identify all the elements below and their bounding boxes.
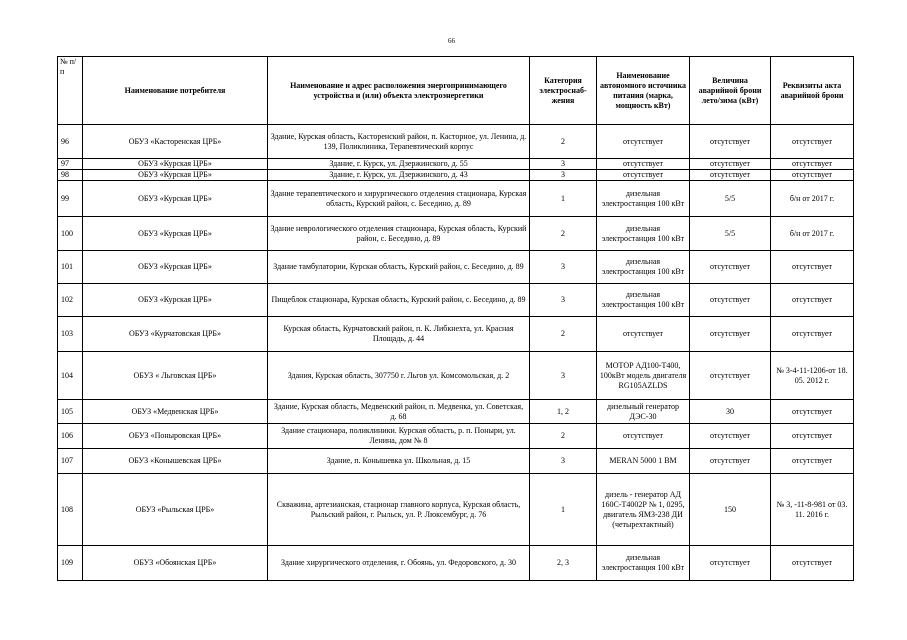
power-source-cell: дизельная электростанция 100 кВт: [597, 181, 690, 217]
consumer-cell: ОБУЗ «Медвенская ЦРБ»: [83, 400, 268, 424]
category-cell: 1, 2: [530, 400, 597, 424]
reserve-cell: 30: [690, 400, 771, 424]
table-row: [58, 424, 854, 449]
reserve-cell: отсутствует: [690, 424, 771, 449]
act-cell: отсутствует: [771, 317, 854, 352]
category-cell: 2: [530, 424, 597, 449]
table-row: [58, 352, 854, 400]
consumer-cell: ОБУЗ «Поныровская ЦРБ»: [83, 424, 268, 449]
row-number: 98: [58, 170, 83, 181]
act-cell: отсутствует: [771, 125, 854, 159]
header-number: № п/п: [58, 57, 83, 125]
address-cell: Здание, Курская область, Касторенский район, п. Касторное, ул. Ленина, д. 139, Поликлиника, Терапевтический корпус: [268, 125, 530, 159]
power-source-cell: отсутствует: [597, 125, 690, 159]
address-cell: Здания, Курская область, 307750 г. Льгов ул. Комсомольская, д. 2: [268, 352, 530, 400]
reserve-cell: 5/5: [690, 217, 771, 251]
row-number: 109: [58, 546, 83, 581]
act-cell: б/н от 2017 г.: [771, 217, 854, 251]
category-cell: 1: [530, 474, 597, 546]
reserve-cell: 150: [690, 474, 771, 546]
category-cell: 2: [530, 125, 597, 159]
table-row: [58, 400, 854, 424]
power-source-cell: дизельная электростанция 100 кВт: [597, 217, 690, 251]
consumer-cell: ОБУЗ «Курская ЦРБ»: [83, 251, 268, 284]
row-number: 97: [58, 159, 83, 170]
power-source-cell: отсутствует: [597, 424, 690, 449]
reserve-cell: отсутствует: [690, 125, 771, 159]
reserve-cell: отсутствует: [690, 251, 771, 284]
table-row: [58, 125, 854, 159]
act-cell: отсутствует: [771, 284, 854, 317]
consumer-cell: ОБУЗ «Курская ЦРБ»: [83, 181, 268, 217]
reserve-cell: отсутствует: [690, 317, 771, 352]
header-category: Категория электроснаб-жения: [530, 57, 597, 125]
consumer-cell: ОБУЗ «Курчатовская ЦРБ»: [83, 317, 268, 352]
consumer-cell: ОБУЗ «Конышевская ЦРБ»: [83, 449, 268, 474]
address-cell: Здание хирургического отделения, г. Обоянь, ул. Федоровского, д. 30: [268, 546, 530, 581]
address-cell: Здание стационара, поликлиники. Курская область, р. п. Поныри, ул. Ленина, дом № 8: [268, 424, 530, 449]
address-cell: Здание тамбулатории, Курская область, Курский район, с. Беседино, д. 89: [268, 251, 530, 284]
power-source-cell: MERAN 5000 1 ВМ: [597, 449, 690, 474]
act-cell: отсутствует: [771, 170, 854, 181]
category-cell: 2: [530, 317, 597, 352]
consumer-cell: ОБУЗ «Курская ЦРБ»: [83, 159, 268, 170]
power-source-cell: отсутствует: [597, 159, 690, 170]
header-power-source: Наименование автономного источника питания (марка, мощность кВт): [597, 57, 690, 125]
reserve-cell: отсутствует: [690, 284, 771, 317]
address-cell: Курская область, Курчатовский район, п. К. Либкнехта, ул. Красная Площадь, д. 44: [268, 317, 530, 352]
table-row: [58, 474, 854, 546]
category-cell: 3: [530, 251, 597, 284]
consumer-cell: ОБУЗ «Рыльская ЦРБ»: [83, 474, 268, 546]
row-number: 102: [58, 284, 83, 317]
table-row: [58, 217, 854, 251]
category-cell: 2, 3: [530, 546, 597, 581]
header-address: Наименование и адрес расположения энергопринимающего устройства и (или) объекта электроэнергетики: [268, 57, 530, 125]
reserve-cell: отсутствует: [690, 546, 771, 581]
table-row: [58, 317, 854, 352]
row-number: 100: [58, 217, 83, 251]
row-number: 108: [58, 474, 83, 546]
address-cell: Здание, г. Курск, ул. Дзержинского, д. 43: [268, 170, 530, 181]
consumer-cell: ОБУЗ « Льговская ЦРБ»: [83, 352, 268, 400]
reserve-cell: отсутствует: [690, 170, 771, 181]
act-cell: отсутствует: [771, 546, 854, 581]
category-cell: 3: [530, 449, 597, 474]
power-source-cell: дизельный генератор ДЭС-30: [597, 400, 690, 424]
table-row: [58, 159, 854, 170]
table-row: [58, 181, 854, 217]
reserve-cell: отсутствует: [690, 352, 771, 400]
act-cell: отсутствует: [771, 159, 854, 170]
row-number: 106: [58, 424, 83, 449]
row-number: 99: [58, 181, 83, 217]
address-cell: Здание терапевтического и хирургического отделения стационара, Курская область, Курский район, с. Беседино, д. 89: [268, 181, 530, 217]
header-act: Реквизиты акта аварийной брони: [771, 57, 854, 125]
power-source-cell: дизельная электростанция 100 кВт: [597, 251, 690, 284]
act-cell: № 3, -11-8-981 от 03. 11. 2016 г.: [771, 474, 854, 546]
power-source-cell: отсутствует: [597, 317, 690, 352]
row-number: 96: [58, 125, 83, 159]
table-row: [58, 170, 854, 181]
row-number: 101: [58, 251, 83, 284]
reserve-cell: 5/5: [690, 181, 771, 217]
table-row: [58, 251, 854, 284]
emergency-reserve-table: [57, 56, 854, 581]
address-cell: Здание неврологического отделения стационара, Курская область, Курский район, с. Беседино, д. 89: [268, 217, 530, 251]
header-reserve: Величина аварийной брони лето/зима (кВт): [690, 57, 771, 125]
address-cell: Здание, Курская область, Медвенский район, п. Медвенка, ул. Советская, д. 68: [268, 400, 530, 424]
power-source-cell: дизельная электростанция 100 кВт: [597, 546, 690, 581]
power-source-cell: отсутствует: [597, 170, 690, 181]
table-header-row: [58, 57, 854, 125]
power-source-cell: дизельная электростанция 100 кВт: [597, 284, 690, 317]
reserve-cell: отсутствует: [690, 159, 771, 170]
header-consumer: Наименование потребителя: [83, 57, 268, 125]
address-cell: Скважина, артезианская, стационар главного корпуса, Курская область, Рыльский район, г. Рыльск, ул. Р. Люксембург, д. 76: [268, 474, 530, 546]
row-number: 105: [58, 400, 83, 424]
table-row: [58, 449, 854, 474]
table-row: [58, 546, 854, 581]
row-number: 107: [58, 449, 83, 474]
consumer-cell: ОБУЗ «Курская ЦРБ»: [83, 284, 268, 317]
power-source-cell: МОТОР АД100-Т400, 100кВт модель двигателя RG105AZLDS: [597, 352, 690, 400]
row-number: 104: [58, 352, 83, 400]
consumer-cell: ОБУЗ «Касторенская ЦРБ»: [83, 125, 268, 159]
row-number: 103: [58, 317, 83, 352]
address-cell: Здание, п. Конышевка ул. Школьная, д. 15: [268, 449, 530, 474]
consumer-cell: ОБУЗ «Курская ЦРБ»: [83, 170, 268, 181]
category-cell: 3: [530, 170, 597, 181]
page-number: 66: [448, 37, 455, 45]
reserve-cell: отсутствует: [690, 449, 771, 474]
category-cell: 3: [530, 159, 597, 170]
table-row: [58, 284, 854, 317]
consumer-cell: ОБУЗ «Обоянская ЦРБ»: [83, 546, 268, 581]
act-cell: отсутствует: [771, 424, 854, 449]
act-cell: № 3-4-11-1206-от 18. 05. 2012 г.: [771, 352, 854, 400]
act-cell: отсутствует: [771, 400, 854, 424]
category-cell: 3: [530, 284, 597, 317]
address-cell: Пищеблок стационара, Курская область, Курский район, с. Беседино, д. 89: [268, 284, 530, 317]
category-cell: 3: [530, 352, 597, 400]
consumer-cell: ОБУЗ «Курская ЦРБ»: [83, 217, 268, 251]
address-cell: Здание, г. Курск, ул. Дзержинского, д. 55: [268, 159, 530, 170]
act-cell: отсутствует: [771, 251, 854, 284]
category-cell: 1: [530, 181, 597, 217]
category-cell: 2: [530, 217, 597, 251]
act-cell: отсутствует: [771, 449, 854, 474]
act-cell: б/н от 2017 г.: [771, 181, 854, 217]
power-source-cell: дизель - генератор АД 160С-Т4002Р № 1, 0295, двигатель ЯМЗ-238 ДИ (четырехтактный): [597, 474, 690, 546]
